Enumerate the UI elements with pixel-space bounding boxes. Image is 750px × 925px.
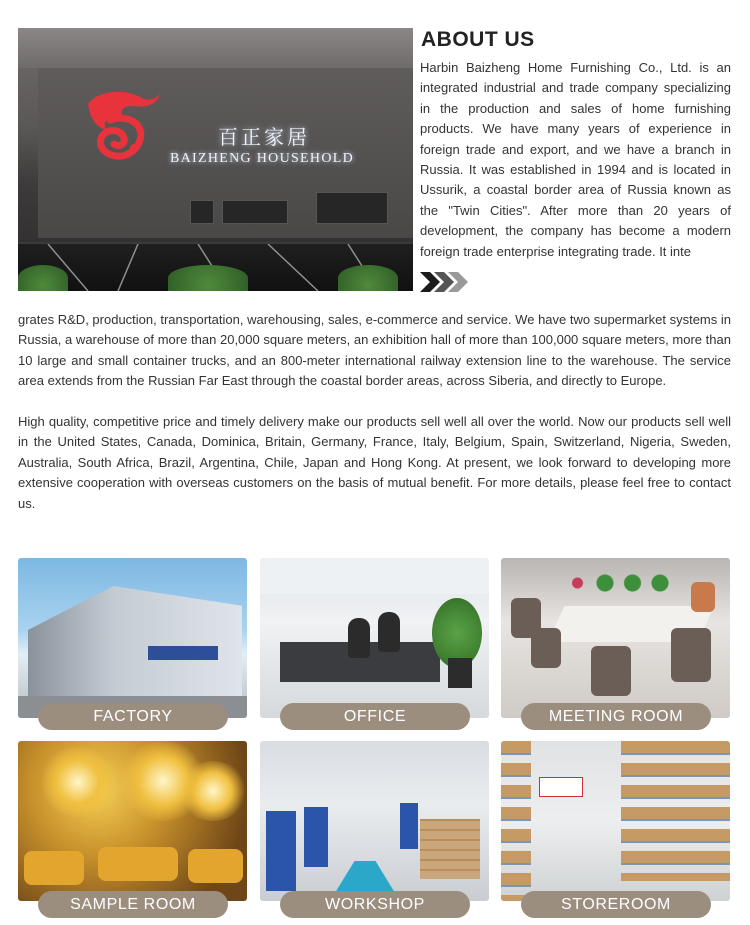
sofa [24,851,84,885]
machine [400,803,418,849]
plant [18,265,68,291]
chandelier [178,761,247,821]
sofa [188,849,243,883]
table-flowers [561,572,671,594]
chair [531,628,561,668]
chair [691,582,715,612]
person [348,618,370,658]
storeroom-sign [539,777,583,797]
machine [266,811,296,891]
box-stack [420,819,480,879]
workshop-label: WORKSHOP [280,891,470,918]
monitor [222,200,288,224]
meeting-room-photo [501,558,730,718]
plant-pot [448,658,472,688]
chandelier [38,747,118,817]
machine [304,807,328,867]
company-logo-icon [80,86,162,166]
ceiling [18,28,413,68]
meeting-room-label: MEETING ROOM [521,703,711,730]
monitor [190,200,214,224]
office-photo [260,558,489,718]
factory-sign [148,646,218,660]
sample-room-photo [18,741,247,901]
shelf-rack [621,741,730,881]
factory-label: FACTORY [38,703,228,730]
chair [591,646,631,696]
sign-chinese: 百正家居 [218,125,310,149]
plant [338,265,398,291]
person [378,612,400,652]
reception-photo [18,28,413,291]
storeroom-label: STOREROOM [521,891,711,918]
printer [316,192,388,224]
about-lead-text: Harbin Baizheng Home Furnishing Co., Ltd. is an integrated industrial and trade company specializing in the production and sales of home furnishing products. We have many years of experience in foreign trade and export, and we have a branch in Russia. It was established in 1994 and is located in Ussurik, a coastal border area of Russia known as the "Twin Cities". After more than 20 years of development, the company has become a modern foreign trade enterprise integrating trade. It inte [420,60,731,259]
factory-photo [18,558,247,718]
workshop-photo [260,741,489,901]
office-label: OFFICE [280,703,470,730]
chair [671,628,711,682]
about-paragraph-2: High quality, competitive price and timely delivery make our products sell well all over the world. Now our products sell well in the United States, Canada, Dominica, Britain, Germany, France, Italy, Belgium, Spain, Switzerland, Nigeria, Sweden, Australia, South Africa, Brazil, Argentina, Chile, Japan and Hong Kong. At present, we look forward to developing more extensive cooperation with overseas customers on the basis of mutual benefit. For more details, please feel free to contact us. [18,414,731,511]
ceiling [260,558,489,594]
shelf-rack [501,741,531,901]
storeroom-photo [501,741,730,901]
about-continuation-text: grates R&D, production, transportation, warehousing, sales, e-commerce and service. We have two supermarket systems in Russia, a warehouse of more than 20,000 square meters, an exhibition hall of more than 100,000 square meters, more than 10 large and small container trucks, and an 800-meter international railway extension line to the warehouse. The service area extends from the Russian Far East through the coastal border areas, across Siberia, and directly to Europe. [18,312,731,389]
plant [168,265,248,291]
about-title: ABOUT US [421,28,535,51]
sign-english: BAIZHENG HOUSEHOLD [170,151,354,166]
triple-chevron-right-icon [420,271,472,293]
sofa [98,847,178,881]
sample-room-label: SAMPLE ROOM [38,891,228,918]
